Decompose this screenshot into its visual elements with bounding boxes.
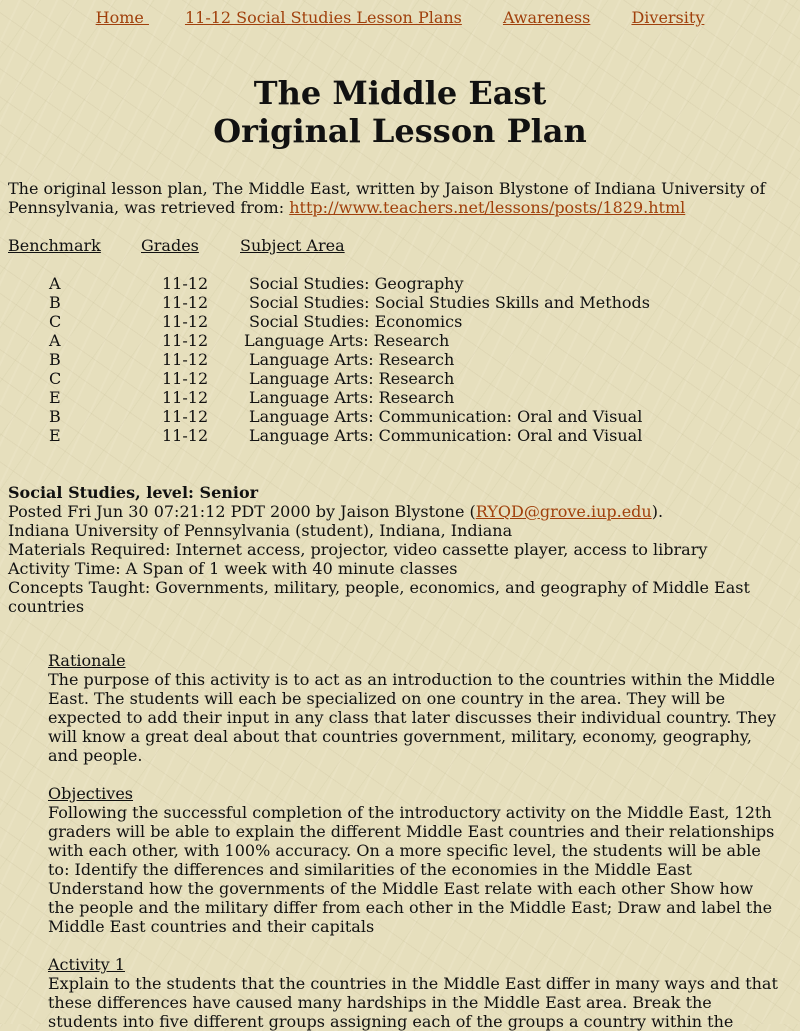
nav-lesson-plans-link[interactable]: 11-12 Social Studies Lesson Plans bbox=[184, 8, 462, 27]
grades-cell: 11-12 bbox=[162, 369, 209, 388]
objectives-section bbox=[48, 784, 778, 936]
grades-cell: 11-12 bbox=[162, 293, 209, 312]
nav-home-link[interactable]: Home bbox=[95, 8, 149, 27]
grades-cell: 11-12 bbox=[162, 350, 209, 369]
benchmark-cell: E bbox=[49, 388, 61, 407]
benchmark-cell: A bbox=[49, 331, 61, 350]
rationale-heading: Rationale bbox=[48, 651, 126, 670]
page-title bbox=[0, 74, 800, 150]
table-row bbox=[0, 350, 800, 369]
title-line-2: Original Lesson Plan bbox=[213, 112, 587, 150]
rationale-section bbox=[48, 651, 778, 765]
intro-paragraph bbox=[8, 179, 783, 217]
subject-cell: Social Studies: Economics bbox=[249, 312, 463, 331]
posted-text: Posted Fri Jun 30 07:21:12 PDT 2000 by Jaison Blystone ( bbox=[8, 502, 476, 521]
grades-cell: 11-12 bbox=[162, 331, 209, 350]
subject-cell: Language Arts: Research bbox=[249, 388, 455, 407]
subject-cell: Social Studies: Geography bbox=[249, 274, 464, 293]
grades-cell: 11-12 bbox=[162, 312, 209, 331]
level-heading: Social Studies, level: Senior bbox=[8, 483, 259, 502]
objectives-heading: Objectives bbox=[48, 784, 134, 803]
benchmark-cell: C bbox=[49, 369, 62, 388]
header-grades: Grades bbox=[141, 236, 199, 255]
table-row bbox=[0, 407, 800, 426]
subject-cell: Language Arts: Research bbox=[249, 369, 455, 388]
benchmark-table bbox=[0, 274, 800, 445]
concepts-text: Concepts Taught: Governments, military, people, economics, and geography of Middle East countries bbox=[8, 578, 750, 616]
subject-cell: Social Studies: Social Studies Skills and Methods bbox=[249, 293, 651, 312]
nav-diversity-link[interactable]: Diversity bbox=[631, 8, 705, 27]
table-row bbox=[0, 369, 800, 388]
table-row bbox=[0, 312, 800, 331]
intro-text: The original lesson plan, The Middle East, written by Jaison Blystone of Indiana University of Pennsylvania, was retrieved from: bbox=[8, 179, 766, 217]
activity1-heading: Activity 1 bbox=[48, 955, 125, 974]
grades-cell: 11-12 bbox=[162, 274, 209, 293]
posted-suffix: ). bbox=[651, 502, 664, 521]
table-row bbox=[0, 293, 800, 312]
benchmark-cell: B bbox=[49, 350, 61, 369]
table-row bbox=[0, 388, 800, 407]
benchmark-cell: B bbox=[49, 293, 61, 312]
grades-cell: 11-12 bbox=[162, 426, 209, 445]
subject-cell: Language Arts: Communication: Oral and Visual bbox=[249, 426, 643, 445]
author-email-link[interactable]: RYQD@grove.iup.edu bbox=[475, 502, 652, 521]
nav-awareness-link[interactable]: Awareness bbox=[502, 8, 591, 27]
activity1-section bbox=[48, 955, 778, 1031]
rationale-body: The purpose of this activity is to act as an introduction to the countries within the Middle East. The students will each be specialized on one country in the area. They will be expected to add their input in any class that later discusses their individual country. They will know a great deal about that countries government, military, economy, geography, and people. bbox=[48, 670, 777, 765]
table-row bbox=[0, 426, 800, 445]
benchmark-cell: A bbox=[49, 274, 61, 293]
benchmark-cell: B bbox=[49, 407, 61, 426]
institution-text: Indiana University of Pennsylvania (student), Indiana, Indiana bbox=[8, 521, 513, 540]
materials-text: Materials Required: Internet access, projector, video cassette player, access to library bbox=[8, 540, 708, 559]
activity-time-text: Activity Time: A Span of 1 week with 40 minute classes bbox=[8, 559, 458, 578]
subject-cell: Language Arts: Research bbox=[249, 350, 455, 369]
grades-cell: 11-12 bbox=[162, 388, 209, 407]
subject-cell: Language Arts: Research bbox=[244, 331, 450, 350]
table-row bbox=[0, 274, 800, 293]
objectives-body: Following the successful completion of the introductory activity on the Middle East, 12th graders will be able to explain the different Middle East countries and their relationships with each other, with 100% accuracy. On a more specific level, the students will be able to: Identify the differences and similarities of the economies in the Middle East Understand how the governments of the Middle East relate with each other Show how the people and the military differ from each other in the Middle East; Draw and label the Middle East countries and their capitals bbox=[48, 803, 775, 936]
benchmark-cell: E bbox=[49, 426, 61, 445]
subject-cell: Language Arts: Communication: Oral and Visual bbox=[249, 407, 643, 426]
source-link[interactable]: http://www.teachers.net/lessons/posts/1829.html bbox=[289, 198, 686, 217]
grades-cell: 11-12 bbox=[162, 407, 209, 426]
header-subject-area: Subject Area bbox=[240, 236, 345, 255]
lesson-meta bbox=[8, 483, 778, 616]
header-benchmark: Benchmark bbox=[8, 236, 101, 255]
table-row bbox=[0, 331, 800, 350]
benchmark-cell: C bbox=[49, 312, 62, 331]
activity1-body: Explain to the students that the countries in the Middle East differ in many ways and that these differences have caused many hardships in the Middle East area. Break the students into five different groups assigning each of the groups a country within the bbox=[48, 974, 778, 1031]
top-nav bbox=[0, 0, 800, 28]
title-line-1: The Middle East bbox=[253, 74, 547, 112]
